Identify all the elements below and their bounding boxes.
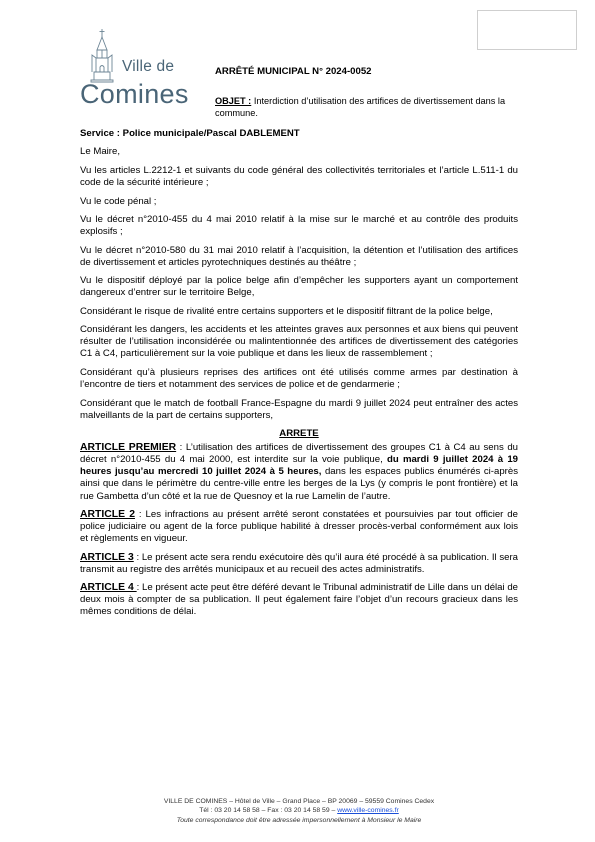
considerant-paragraph: Considérant les dangers, les accidents et les atteintes graves aux personnes et aux biens qui peuvent résulter de l’utilisation inconsidérée ou malintentionnée des artifices de divertissement des catégories C1 à C4, particulièrement sur la voie publique et dans les lieux de rassemblement ; xyxy=(80,324,518,360)
article-text: : Le présent acte peut être déféré devant le Tribunal administratif de Lille dans un délai de deux mois à compter de sa publication. Il peut également faire l’objet d’un recours gracieux dans les mêmes conditions de délai. xyxy=(80,582,519,618)
footer-note: Toute correspondance doit être adressée impersonnellement à Monsieur le Maire xyxy=(176,816,422,824)
considerant-paragraph: Considérant que le match de football France-Espagne du mardi 9 juillet 2024 peut entraîner des actes malveillants de la part de certains supporters, xyxy=(80,397,518,421)
document-body xyxy=(80,128,518,625)
article-3 xyxy=(80,552,518,576)
objet xyxy=(215,95,525,119)
footer-phone-fax: Tél : 03 20 14 58 58 – Fax : 03 20 14 58 59 – xyxy=(199,807,338,815)
considerant-paragraph: Vu le décret n°2010-580 du 31 mai 2010 relatif à l’acquisition, la détention et l’utilisation des artifices de divertissement et articles pyrotechniques destinés au théâtre ; xyxy=(80,244,518,268)
footer-contact xyxy=(80,806,518,815)
article-premier xyxy=(80,442,518,502)
objet-text: Interdiction d’utilisation des artifices de divertissement dans la commune. xyxy=(215,96,506,118)
article-label: ARTICLE 2 xyxy=(80,509,135,521)
article-label: ARTICLE 3 xyxy=(80,551,134,563)
considerant-paragraph: Vu le code pénal ; xyxy=(80,195,157,207)
footer xyxy=(80,797,518,825)
considerant-paragraph: Considérant qu’à plusieurs reprises des artifices ont été utilisés comme armes par destination à l’encontre de tiers et notamment des services de police et de gendarmerie ; xyxy=(80,366,518,391)
article-label: ARTICLE 4 xyxy=(80,582,137,594)
considerant-paragraph: Vu les articles L.2212-1 et suivants du code général des collectivités territoriales et l’article L.511-1 du code de la sécurité intérieure ; xyxy=(80,164,518,189)
article-4 xyxy=(80,582,518,618)
article-label: ARTICLE PREMIER xyxy=(80,442,177,454)
church-steeple-icon xyxy=(91,29,113,82)
objet-label: OBJET : xyxy=(215,96,252,106)
service-line: Service : Police municipale/Pascal DABLEMENT xyxy=(80,128,300,139)
stamp-box xyxy=(477,10,577,50)
article-text: : Le présent acte sera rendu exécutoire dès qu’il aura été procédé à sa publication. Il sera transmit au registre des arrêtés municipaux et au recueil des actes administratifs. xyxy=(80,551,518,575)
logo-comines-text: Comines xyxy=(80,79,189,109)
considerant-paragraph: Vu le décret n°2010-455 du 4 mai 2010 relatif à la mise sur le marché et au contrôle des produits explosifs ; xyxy=(80,214,518,238)
article-2 xyxy=(80,509,518,545)
article-text: : Les infractions au présent arrêté seront constatées et poursuivies par tout officier de police judiciaire ou agent de la force publique habilité à dresser procès-verbal conformément aux lois et règlements en vigueur. xyxy=(80,509,518,545)
website-link[interactable]: www.ville-comines.fr xyxy=(337,807,399,815)
article-text: : L’utilisation des artifices de divertissement des groupes C1 à C4 au sens du décret n°2010-455 du 4 mai 2000, est interdite sur la voie publique, xyxy=(80,442,518,466)
considerant-paragraph: Vu le dispositif déployé par la police belge afin d’empêcher les supporters ayant un comportement dangereux d’entrer sur le territoire Belge, xyxy=(80,275,518,299)
logo-ville-text: Ville de xyxy=(122,58,175,75)
arrete-heading: ARRETE xyxy=(279,428,319,440)
footer-address: VILLE DE COMINES – Hôtel de Ville – Grand Place – BP 20069 – 59559 Comines Cedex xyxy=(163,798,435,805)
article-text: dans les espaces publics énumérés ci-après ainsi que dans le périmètre du centre-ville entre les berges de la Lys (y compris le pont frontière) et la rue Gambetta d’un côté et la rue de Quesnoy et la rue Lamelin de l’autre. xyxy=(80,466,518,502)
le-maire: Le Maire, xyxy=(80,146,120,158)
considerant-paragraph: Considérant le risque de rivalité entre certains supporters et le dispositif filtrant de la police belge, xyxy=(80,305,493,317)
article-dates: du mardi 9 juillet 2024 à 19 heures jusqu’au mercredi 10 juillet 2024 à 5 heures, xyxy=(80,454,518,478)
arrete-number: ARRÊTÉ MUNICIPAL N° 2024-0052 xyxy=(215,66,372,77)
